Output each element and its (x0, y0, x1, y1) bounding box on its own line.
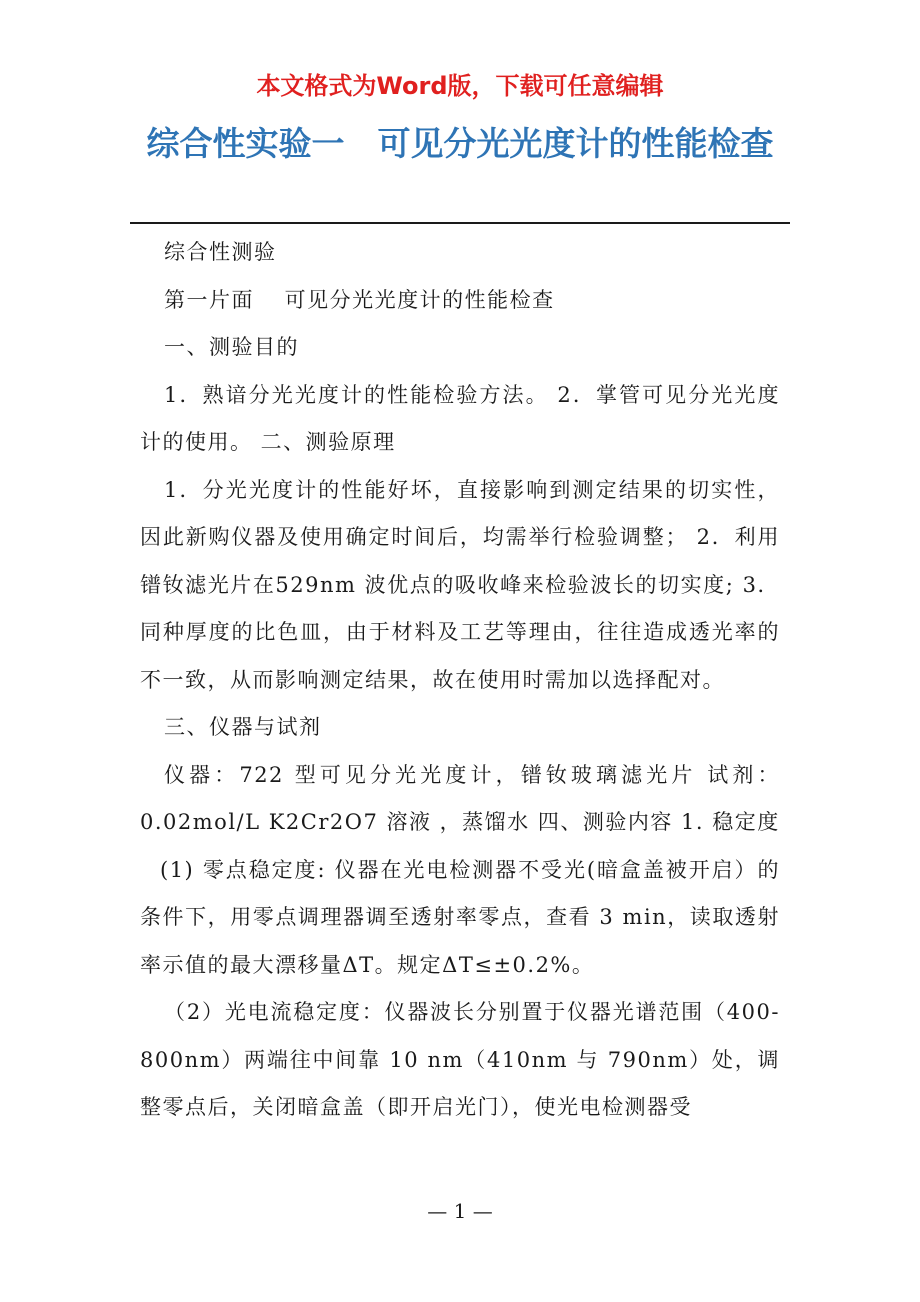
page-number: — 1 — (427, 1199, 493, 1223)
paragraph-objective-heading: 一、测验目的 (164, 335, 299, 359)
paragraph-objectives: 1．熟谙分光光度计的性能检验方法。 2．掌管可见分光光度计的使用。 二、测验原理 (140, 382, 780, 454)
paragraph-zero-stability: (1) 零点稳定度: 仪器在光电检测器不受光(暗盒盖被开启）的条件下，用零点调理器调至透射率零点，查看 3 min，读取透射率示值的最大漂移量ΔT。规定ΔT≤±0.2%。 (140, 857, 780, 977)
paragraph-part-heading: 第一片面 可见分光光度计的性能检查 (164, 287, 555, 312)
document-title: 综合性实验一 可见分光光度计的性能检查 (146, 124, 774, 163)
paragraph-photocurrent-stability: （2）光电流稳定度：仪器波长分别置于仪器光谱范围（400-800nm）两端往中间靠 10 nm（410nm 与 790nm）处，调整零点后，关闭暗盒盖（即开启光门），使光电检测器受 (140, 1000, 780, 1119)
document-body (140, 229, 780, 1132)
title-divider (130, 222, 790, 224)
paragraph-instruments-heading: 三、仪器与试剂 (164, 715, 322, 739)
format-banner: 本文格式为Word版，下载可任意编辑 (256, 72, 664, 100)
paragraph-principles: 1．分光光度计的性能好坏，直接影响到测定结果的切实性，因此新购仪器及使用确定时间后，均需举行检验调整； 2．利用镨钕滤光片在529nm 波优点的吸收峰来检验波长的切实度; 3．同种厚度的比色皿，由于材料及工艺等理由，往往造成透光率的不一致，从而影响测定结果，故在使用时需加以选择配对。 (140, 477, 780, 692)
paragraph-section-label: 综合性测验 (164, 240, 277, 264)
paragraph-instruments: 仪器：722 型可见分光光度计，镨钕玻璃滤光片 试剂：0.02mol/L K2Cr2O7 溶液 ，蒸馏水 四、测验内容 1. 稳定度 (140, 762, 780, 834)
